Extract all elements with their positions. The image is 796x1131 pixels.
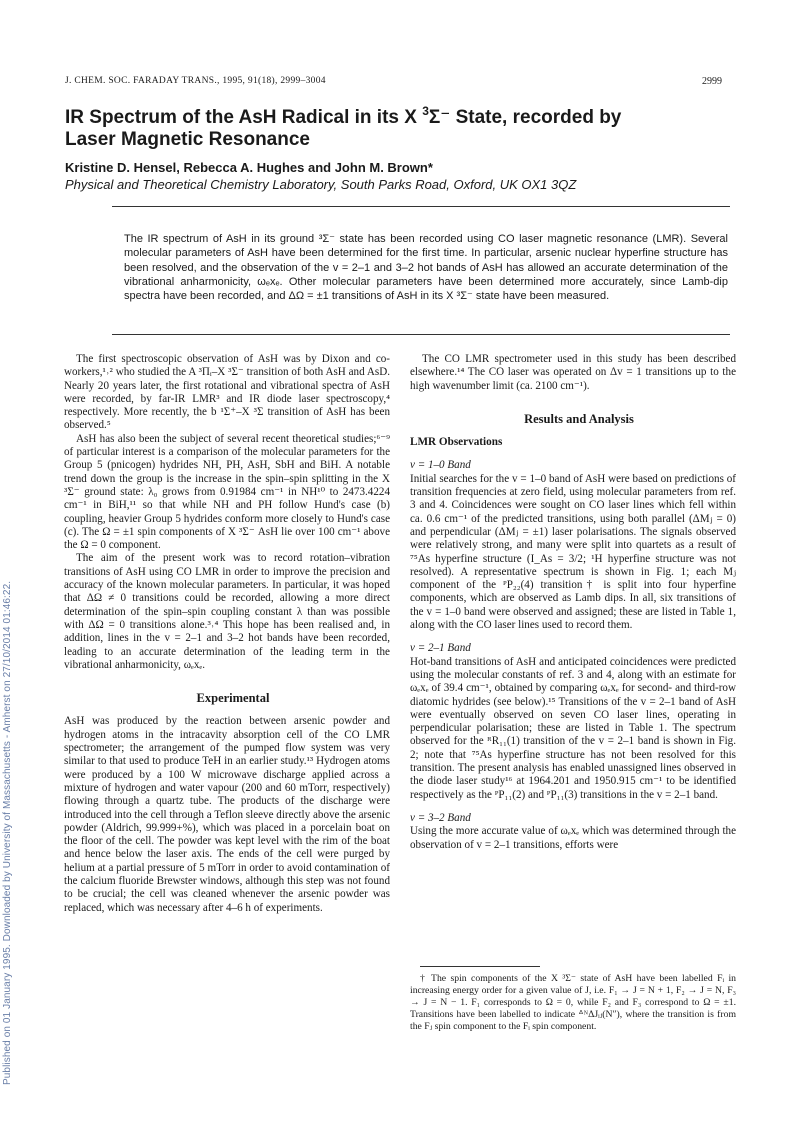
setup-paragraph: The CO LMR spectrometer used in this study has been described elsewhere.¹⁴ The CO laser was operated on Δv = 1 transitions up to the high wavenumber limit (ca. 2100 cm⁻¹).: [410, 353, 736, 392]
footnote: † The spin components of the X ³Σ⁻ state of AsH have been labelled Fᵢ in increasing energy order for a given value of J, i.e. F₁ → J = N + 1, F₂ → J = N, F₃ → J = N − 1. F₁ corresponds to Ω = 0, while F₂ and F₃ correspond to Ω = ±1. Transitions have been labelled to indicate ᐞᴺΔJᵢⱼ(N″), where the transition is from the Fⱼ spin component to the Fᵢ spin component.: [410, 973, 736, 1032]
right-column: [410, 353, 736, 852]
lmr-observations-heading: LMR Observations: [410, 436, 503, 449]
intro-paragraph-3: The aim of the present work was to record rotation–vibration transitions of AsH using CO LMR in order to improve the precision and accuracy of the known molecular parameters. In particular, it was hoped that ΔΩ ≠ 0 transitions could be recorded, allowing a more direct determination of the spin–spin coupling constant λ than was possible with ΔΩ = 0 transitions alone.³˒⁴ This hope has been realised and, in addition, lines in the v = 2–1 and 3–2 hot bands have been recorded, leading to an accurate determination of the leading term in the vibrational anharmonicity, ωₑxₑ.: [64, 552, 390, 671]
title-line1-pre: IR Spectrum of the AsH Radical in its X: [65, 107, 423, 128]
title-line2: Laser Magnetic Resonance: [65, 129, 310, 150]
side-watermark: Published on 01 January 1995. Downloaded by University of Massachusetts - Amherst on 27/10/2014 01:46:22.: [2, 580, 13, 1085]
abstract-bottom-rule: [112, 334, 730, 335]
band-1-0-heading: v = 1–0 Band: [410, 459, 471, 472]
journal-reference: J. CHEM. SOC. FARADAY TRANS., 1995, 91(18), 2999–3004: [65, 76, 326, 86]
experimental-heading: Experimental: [196, 691, 270, 706]
footnote-rule: [420, 966, 540, 967]
intro-paragraph-1: The first spectroscopic observation of AsH was by Dixon and co-workers,¹˒² who studied the A ³Πᵢ–X ³Σ⁻ transition of both AsH and AsD. Nearly 20 years later, the first rotational and vibrational spectra of AsH were recorded, by far-IR LMR³ and IR diode laser spectroscopy,⁴ respectively. More recently, the b ¹Σ⁺–X ³Σ transition of AsH has been observed.⁵: [64, 353, 390, 432]
affiliation: Physical and Theoretical Chemistry Laboratory, South Parks Road, Oxford, UK OX1 3QZ: [65, 177, 577, 192]
band-2-1-paragraph: Hot-band transitions of AsH and anticipated coincidences were predicted using the molecular constants of ref. 3 and 4, along with an estimate for ωₑxₑ of 39.4 cm⁻¹, obtained by comparing ωₑxₑ for second- and third-row diatomic hydrides (see below).¹⁵ Transitions of the v = 2–1 band of AsH were eventually observed on seven CO laser lines, operating in perpendicular polarisation; these are listed in Table 1. The spectrum observed for the ᴿR₁₁(1) transition of the v = 2–1 band is shown in Fig. 2; note that ⁷⁵As hyperfine structure has not been resolved for this transition. The present analysis has enabled unassigned lines observed in the diode laser study¹⁶ at 1964.201 and 1950.915 cm⁻¹ to be identified respectively as the ᴾP₁₁(2) and ᴾP₁₁(3) transitions in the v = 2–1 band.: [410, 655, 736, 801]
band-1-0-paragraph: Initial searches for the v = 1–0 band of AsH were based on predictions of transition frequencies at zero field, using molecular parameters from ref. 3 and 4. Coincidences were sought on CO laser lines which fell within ca. 0.6 cm⁻¹ of the predicted transitions, using both parallel (ΔMⱼ = 0) and perpendicular (ΔMⱼ = ±1) laser polarisations. The signals observed were relatively strong, and many were split into quartets as a result of ⁷⁵As hyperfine structure (I_As = 3/2; ¹H hyperfine structure was not resolved). A representative spectrum is shown in Fig. 1; each Mⱼ component of the ᴾP₂₂(4) transition† is split into four hyperfine components, which are observed as Lamb dips. In all, six transitions of the v = 1–0 band were observed and assigned; these are listed in Table 1, along with the CO laser lines used to record them.: [410, 472, 736, 632]
abstract: The IR spectrum of AsH in its ground ³Σ⁻ state has been recorded using CO laser magnetic resonance (LMR). Several molecular parameters of AsH have been determined for the first time. In particular, arsenic nuclear hyperfine structure has been resolved, and the observation of the v = 2–1 and 3–2 hot bands of AsH has allowed an accurate determination of the vibrational anharmonicity, ωₑxₑ. Other molecular parameters have been determined more accurately, since Lamb-dip spectra have been recorded, and ΔΩ = ±1 transitions of AsH in its X ³Σ⁻ state have been measured.: [124, 233, 728, 303]
abstract-top-rule: [112, 206, 730, 207]
band-2-1-heading: v = 2–1 Band: [410, 642, 471, 655]
intro-paragraph-2: AsH has also been the subject of several recent theoretical studies;⁶⁻⁹ of particular interest is a comparison of the molecular parameters for the Group 5 (pnicogen) hydrides NH, PH, AsH, SbH and BiH. A notable trend down the group is the increase in the spin–spin splitting in the X ³Σ⁻ ground state: λ₀ grows from 0.91984 cm⁻¹ in NH¹⁰ to 2473.4224 cm⁻¹ in BiH,¹¹ so that while NH and PH follow Hund's case (b) coupling, heavier Group 5 hydrides conform more closely to Hund's case (c). The Ω = ±1 spin components of X ³Σ⁻ AsH lie over 100 cm⁻¹ above the Ω = 0 component.: [64, 432, 390, 552]
results-heading: Results and Analysis: [524, 411, 634, 426]
experimental-paragraph: AsH was produced by the reaction between arsenic powder and hydrogen atoms in the intracavity absorption cell of the CO LMR spectrometer; the arrangement of the pumped flow system was very similar to that used to produce TeH in an earlier study.¹³ Hydrogen atoms were produced by a 100 W microwave discharge applied across a mixture of hydrogen and water vapour (200 and 60 mTorr, respectively) flowing through a quartz tube. The products of the discharge were introduced into the cell through a Teflon sleeve directly above the arsenic powder (Aldrich, 99.999+%), which was placed in a porcelain boat on the floor of the cell. The powder was kept level with the rim of the boat and hence below the laser axis. The ends of the cell were purged by helium at a partial pressure of 5 mTorr in order to avoid contamination of the calcium fluoride Brewster windows, although this step was not found to be crucial; the cell was cleaned whenever the arsenic powder was replaced, which was necessary after 4–6 h of experiments.: [64, 715, 390, 914]
title-superscript: 3: [422, 104, 429, 118]
left-column: [64, 353, 390, 915]
title-line1-post: Σ⁻ State, recorded by: [428, 107, 622, 128]
page-number: 2999: [702, 76, 722, 87]
author-list: Kristine D. Hensel, Rebecca A. Hughes and John M. Brown*: [65, 160, 433, 175]
band-3-2-heading: v = 3–2 Band: [410, 811, 471, 824]
paper-title: [65, 100, 745, 151]
band-3-2-paragraph: Using the more accurate value of ωₑxₑ which was determined through the observation of v = 2–1 transitions, efforts were: [410, 825, 736, 851]
